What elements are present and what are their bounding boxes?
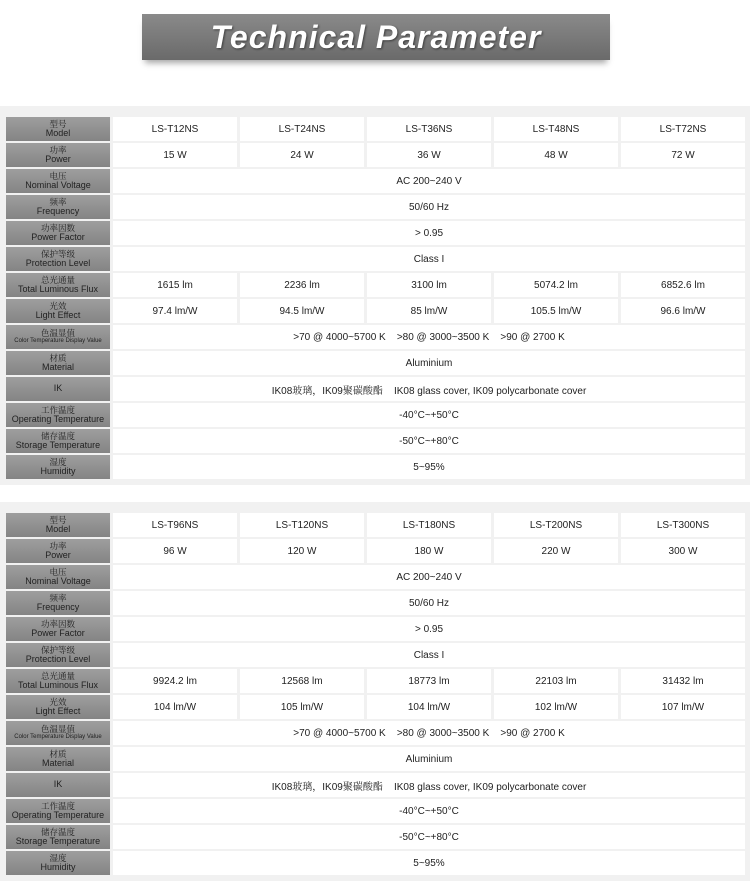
row-label <box>6 591 110 615</box>
row-label-zh: 频率 <box>49 196 67 207</box>
row-label <box>6 143 110 167</box>
row-label-en: IK <box>53 779 63 790</box>
cell-value: 50/60 Hz <box>110 591 745 615</box>
row-label-en: Material <box>41 757 74 768</box>
cell-value: LS-T200NS <box>491 513 618 537</box>
row-label-en: Operating Temperature <box>11 413 105 424</box>
row-label-en: Power <box>45 153 71 164</box>
row-label <box>6 617 110 641</box>
row-label <box>6 539 110 563</box>
row-label <box>6 747 110 771</box>
row-label-zh: 湿度 <box>49 852 67 863</box>
table-row-material <box>6 351 745 375</box>
cell-value: 36 W <box>364 143 491 167</box>
row-label-zh: 工作温度 <box>40 404 75 415</box>
cell-value: > 0.95 <box>110 617 745 641</box>
cell-value: 105.5 lm/W <box>491 299 618 323</box>
row-label <box>6 851 110 875</box>
cell-value: -50°C~+80°C <box>110 429 745 453</box>
table-row-power-factor <box>6 617 745 641</box>
row-label-zh: 色温显值 <box>40 724 75 735</box>
cell-value: 1615 lm <box>110 273 237 297</box>
row-label-en: Color Temperature Display Value <box>14 338 102 345</box>
cell-value: 97.4 lm/W <box>110 299 237 323</box>
cell-value: 22103 lm <box>491 669 618 693</box>
table-row-storage-temp <box>6 429 745 453</box>
cell-value: 5074.2 lm <box>491 273 618 297</box>
row-label <box>6 429 110 453</box>
cell-value: > 0.95 <box>110 221 745 245</box>
cell-value: 72 W <box>618 143 745 167</box>
table-row-protection <box>6 247 745 271</box>
cell-value: 5~95% <box>110 851 745 875</box>
table-row-frequency <box>6 195 745 219</box>
cell-value: 96.6 lm/W <box>618 299 745 323</box>
cell-value: LS-T48NS <box>491 117 618 141</box>
row-label-zh: 电压 <box>49 566 67 577</box>
row-label-zh: 型号 <box>49 118 67 129</box>
cell-value: 12568 lm <box>237 669 364 693</box>
row-label-en: IK <box>53 383 63 394</box>
table-row-material <box>6 747 745 771</box>
row-label <box>6 695 110 719</box>
table-row-flux <box>6 669 745 693</box>
row-label-zh: 频率 <box>49 592 67 603</box>
cell-value: 2236 lm <box>237 273 364 297</box>
row-label <box>6 565 110 589</box>
row-label-en: Power Factor <box>31 231 85 242</box>
cell-value: Class I <box>110 643 745 667</box>
row-label <box>6 169 110 193</box>
table-row-cct <box>6 721 745 745</box>
row-label <box>6 247 110 271</box>
row-label <box>6 773 110 797</box>
table-row-flux <box>6 273 745 297</box>
cell-value: LS-T72NS <box>618 117 745 141</box>
row-label-en: Protection Level <box>25 257 91 268</box>
cell-value: 85 lm/W <box>364 299 491 323</box>
cell-value: LS-T24NS <box>237 117 364 141</box>
row-label-en: Humidity <box>40 861 76 872</box>
cell-value: 104 lm/W <box>110 695 237 719</box>
row-label-zh: 功率因数 <box>40 222 75 233</box>
row-label <box>6 669 110 693</box>
row-label-zh: 总光通量 <box>40 670 75 681</box>
row-label-en: Storage Temperature <box>15 835 101 846</box>
table-row-voltage <box>6 565 745 589</box>
row-label <box>6 799 110 823</box>
cell-value: 104 lm/W <box>364 695 491 719</box>
table-row-efficacy <box>6 299 745 323</box>
row-label <box>6 273 110 297</box>
row-label-zh: 湿度 <box>49 456 67 467</box>
table-row-humidity <box>6 851 745 875</box>
row-label <box>6 351 110 375</box>
row-label-zh: 总光通量 <box>40 274 75 285</box>
cell-value: 94.5 lm/W <box>237 299 364 323</box>
cell-value: Aluminium <box>110 351 745 375</box>
title-banner <box>142 14 610 60</box>
row-label-en: Power Factor <box>31 627 85 638</box>
row-label-en: Nominal Voltage <box>25 179 91 190</box>
table-row-voltage <box>6 169 745 193</box>
row-label-zh: 功率 <box>49 144 67 155</box>
row-label <box>6 513 110 537</box>
cell-value: -40°C~+50°C <box>110 403 745 427</box>
cell-value: LS-T36NS <box>364 117 491 141</box>
cell-value: LS-T180NS <box>364 513 491 537</box>
table-row-efficacy <box>6 695 745 719</box>
spec-table-1 <box>6 115 745 481</box>
table-row-frequency <box>6 591 745 615</box>
row-label <box>6 643 110 667</box>
spec-section-1 <box>0 106 750 485</box>
row-label-en: Total Luminous Flux <box>17 679 99 690</box>
cell-value: 102 lm/W <box>491 695 618 719</box>
row-label-zh: 功率 <box>49 540 67 551</box>
table-row-power <box>6 539 745 563</box>
row-label-en: Operating Temperature <box>11 809 105 820</box>
table-row-power <box>6 143 745 167</box>
cell-value: 6852.6 lm <box>618 273 745 297</box>
row-label-en: Model <box>45 127 71 138</box>
cell-value: -50°C~+80°C <box>110 825 745 849</box>
cell-value: 107 lm/W <box>618 695 745 719</box>
cell-value: 220 W <box>491 539 618 563</box>
row-label <box>6 377 110 401</box>
cell-value: Class I <box>110 247 745 271</box>
cell-value: IK08玻璃，IK09聚碳酸酯 IK08 glass cover, IK09 polycarbonate cover <box>110 377 745 401</box>
table-row-ik <box>6 377 745 401</box>
cell-value: 180 W <box>364 539 491 563</box>
page-title: Technical Parameter <box>210 18 542 55</box>
row-label-zh: 色温显值 <box>40 328 75 339</box>
cell-value: AC 200~240 V <box>110 565 745 589</box>
table-row-ik <box>6 773 745 797</box>
cell-value: IK08玻璃，IK09聚碳酸酯 IK08 glass cover, IK09 polycarbonate cover <box>110 773 745 797</box>
row-label-zh: 型号 <box>49 514 67 525</box>
row-label <box>6 403 110 427</box>
row-label-zh: 保护等级 <box>40 644 75 655</box>
row-label-en: Protection Level <box>25 653 91 664</box>
cell-value: 96 W <box>110 539 237 563</box>
cell-value: 48 W <box>491 143 618 167</box>
cell-value: >70 @ 4000~5700 K >80 @ 3000~3500 K >90 @ 2700 K <box>110 325 745 349</box>
cell-value: 18773 lm <box>364 669 491 693</box>
cell-value: LS-T300NS <box>618 513 745 537</box>
cell-value: 9924.2 lm <box>110 669 237 693</box>
row-label-zh: 工作温度 <box>40 800 75 811</box>
cell-value: LS-T12NS <box>110 117 237 141</box>
table-row-op-temp <box>6 403 745 427</box>
cell-value: >70 @ 4000~5700 K >80 @ 3000~3500 K >90 @ 2700 K <box>110 721 745 745</box>
row-label <box>6 117 110 141</box>
row-label-en: Color Temperature Display Value <box>14 734 102 741</box>
row-label <box>6 721 110 745</box>
row-label <box>6 825 110 849</box>
row-label-en: Frequency <box>36 601 80 612</box>
cell-value: Aluminium <box>110 747 745 771</box>
row-label <box>6 325 110 349</box>
cell-value: -40°C~+50°C <box>110 799 745 823</box>
row-label-en: Nominal Voltage <box>25 575 91 586</box>
row-label-en: Model <box>45 523 71 534</box>
cell-value: 3100 lm <box>364 273 491 297</box>
spec-table-2 <box>6 511 745 877</box>
row-label <box>6 455 110 479</box>
cell-value: LS-T96NS <box>110 513 237 537</box>
row-label-zh: 光效 <box>49 696 67 707</box>
table-row-power-factor <box>6 221 745 245</box>
row-label <box>6 195 110 219</box>
cell-value: 31432 lm <box>618 669 745 693</box>
row-label-zh: 功率因数 <box>40 618 75 629</box>
table-row-humidity <box>6 455 745 479</box>
cell-value: 24 W <box>237 143 364 167</box>
row-label-en: Total Luminous Flux <box>17 283 99 294</box>
row-label-en: Power <box>45 549 71 560</box>
row-label-en: Material <box>41 361 74 372</box>
cell-value: 50/60 Hz <box>110 195 745 219</box>
cell-value: 105 lm/W <box>237 695 364 719</box>
cell-value: LS-T120NS <box>237 513 364 537</box>
table-row-op-temp <box>6 799 745 823</box>
row-label-zh: 材质 <box>49 352 67 363</box>
row-label-zh: 储存温度 <box>40 826 75 837</box>
spec-section-2 <box>0 502 750 881</box>
row-label-en: Light Effect <box>35 309 81 320</box>
cell-value: 120 W <box>237 539 364 563</box>
cell-value: 300 W <box>618 539 745 563</box>
row-label-en: Frequency <box>36 205 80 216</box>
table-row-storage-temp <box>6 825 745 849</box>
table-row-model <box>6 513 745 537</box>
row-label <box>6 221 110 245</box>
row-label-en: Storage Temperature <box>15 439 101 450</box>
row-label-zh: 光效 <box>49 300 67 311</box>
row-label-zh: 储存温度 <box>40 430 75 441</box>
row-label-zh: 电压 <box>49 170 67 181</box>
table-row-protection <box>6 643 745 667</box>
row-label-en: Light Effect <box>35 705 81 716</box>
table-row-cct <box>6 325 745 349</box>
cell-value: 15 W <box>110 143 237 167</box>
cell-value: 5~95% <box>110 455 745 479</box>
table-row-model <box>6 117 745 141</box>
cell-value: AC 200~240 V <box>110 169 745 193</box>
title-banner-background <box>142 14 610 60</box>
row-label-en: Humidity <box>40 465 76 476</box>
row-label-zh: 保护等级 <box>40 248 75 259</box>
row-label-zh: 材质 <box>49 748 67 759</box>
row-label <box>6 299 110 323</box>
